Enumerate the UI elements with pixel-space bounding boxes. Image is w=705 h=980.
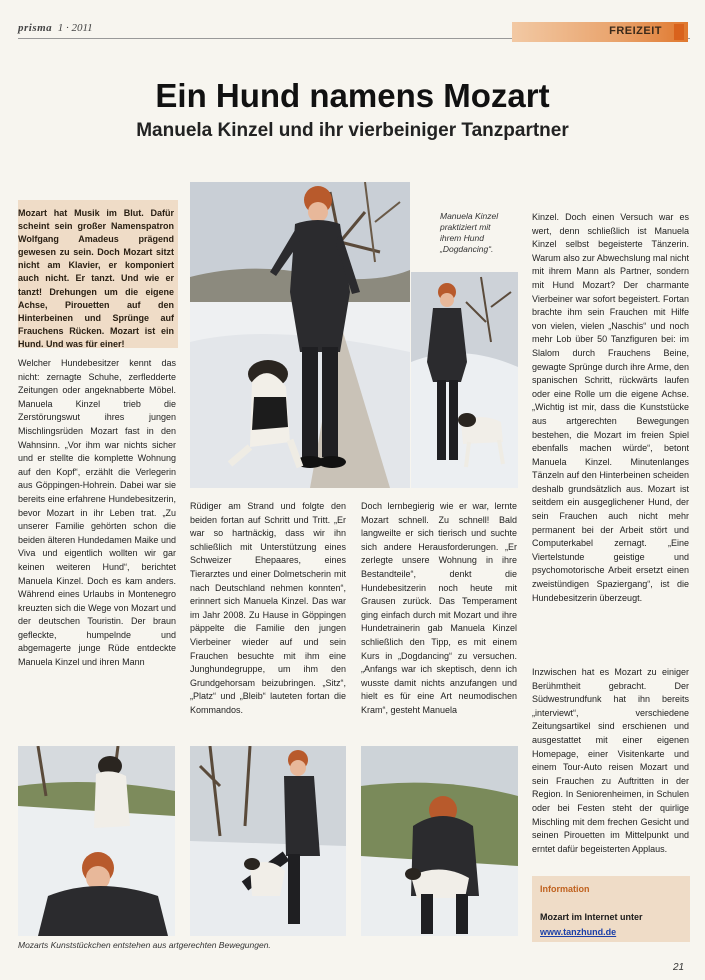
section-marker — [674, 24, 684, 40]
issue-label: 1 · 2011 — [57, 22, 93, 34]
magazine-header — [18, 22, 93, 34]
section-label: FREIZEIT — [609, 25, 662, 37]
lead-paragraph: Mozart hat Musik im Blut. Dafür scheint sein großer Namenspatron Wolfgang Amadeus prägend gewesen zu sein. Doch Mozart sitzt nicht am Klavier, er komponiert auch nicht. Er tanzt. Und wie er tanzt! Drehungen um die eigene Achse, Pirouetten auf den Hinterbeinen und Sprünge auf Frauchens Rücken. Mozart ist ein Hund. Und was für einer! — [18, 208, 174, 349]
photo-dog-jump — [190, 746, 346, 936]
side-photo — [411, 272, 518, 488]
text-column-4-continued — [532, 666, 689, 856]
bottom-photo-3 — [361, 746, 518, 936]
column-3-text: Doch lernbegierig wie er war, lernte Mozart schnell. Zu schnell! Bald langweilte er sich tierisch und suchte sich andere Herausforderungen. „Er zerlegte unsere Wohnung in ihre Bestandteile“, denkt die Hundebesitzerin noch heute mit Grausen zurück. Das Temperament ging einfach durch mit Mozart und ihre Hundetrainerin gab Manuela Kinzel schließlich den Tipp, es mit einem Kurs in „Dogdancing“ zu versuchen. „Anfangs war ich skeptisch, denn ich wusste damit nichts anzufangen und hielt es für eine Art neumodischen Kram“, gesteht Manuela — [361, 501, 517, 715]
main-photo — [190, 182, 410, 488]
page-number: 21 — [673, 962, 685, 973]
bottom-caption: Mozarts Kunststückchen entstehen aus artgerechten Bewegungen. — [18, 940, 271, 950]
bottom-photo-1 — [18, 746, 175, 936]
info-text: Mozart im Internet unter — [540, 912, 643, 922]
brand-name: prisma — [18, 22, 53, 34]
text-column-2 — [190, 500, 346, 718]
column-4-text-b: Inzwischen hat es Mozart zu einiger Berühmtheit gebracht. Der Südwestrundfunk hat ihn bereits „interviewt“, verschiedene Zeitungsartikel sind erschienen und ausgestattet mit einer eigenen Homepage, einer Visitenkarte und einem Tour-Auto reisen Mozart und sein Frauchen zu Auftritten in der Region. In Seniorenheimen, in Schulen oder bei Festen steht der quirlige Mischling mit dem frechen Gesicht und seinen Pirouetten im Mittelpunkt und erntet dafür begeisterten Applaus. — [532, 667, 689, 854]
bottom-photo-2 — [190, 746, 346, 936]
section-tab — [512, 22, 688, 42]
side-caption: Manuela Kinzel praktiziert mit ihrem Hund „Dogdancing“. — [440, 211, 499, 254]
article-title: Ein Hund namens Mozart — [155, 77, 550, 114]
photo-woman-dog-hill — [411, 272, 518, 488]
text-column-3 — [361, 500, 517, 718]
column-2-text: Rüdiger am Strand und folgte den beiden fortan auf Schritt und Tritt. „Er war so hartnäckig, dass wir ihn schließlich mit Unterstützung eines Schweizer Ehepaares, eines Tierarztes und einer Dolmetscherin mit nach Deutschland nehmen konnten“, erinnert sich Manuela Kinzel. Das war im Jahr 2008. Zu Hause in Göppingen päppelte die Familie den jungen Vierbeiner wieder auf und sein Frauchen besuchte mit ihm eine Junghundegruppe, um ihm den Grundgehorsam beizubringen. „Sitz“, „Platz“ und „Bleib“ lauteten fortan die Kommandos. — [190, 501, 346, 715]
text-column-4 — [532, 211, 689, 605]
photo-woman-dog-snow — [190, 182, 410, 488]
photo-dog-on-back — [18, 746, 175, 936]
website-link[interactable]: www.tanzhund.de — [540, 927, 617, 937]
article-subtitle: Manuela Kinzel und ihr vierbeiniger Tanzpartner — [136, 120, 569, 141]
column-1-text: Welcher Hundebesitzer kennt das nicht: zernagte Schuhe, zerfledderte Zeitungen oder angeknabberte Möbel. Manuela Kinzel trieb die Zerstörungswut ihres jungen Mischlingsrüden Mozart fast in den Wahnsinn. „Vor ihm war nichts sicher und er stellte die komplette Wohnung auf den Kopf“, erzählt die Verlegerin aus Göppingen-Hohrein. Dabei war sie bereits eine erfahrene Hundebesitzerin, bevor Mozart in ihr Leben trat. „Zu unserer Familie gehörten schon die beiden älteren Hundedamen Maike und Viva und eigentlich wollten wir gar keinen weiteren Hund“, berichtet Manuela Kinzel. Doch es kam anders. Während eines Urlaubs in Montenegro kreuzten sich die Wege von Mozart und der deutschen Touristin. Der braun gefleckte, humpelnde und abgemagerte junge Rüde entdeckte Manuela Kinzel und ihren Mann — [18, 358, 176, 668]
text-column-1 — [18, 357, 176, 670]
info-title: Information — [540, 884, 590, 894]
column-4-text-a: Kinzel. Doch einen Versuch war es wert, denn schließlich ist Manuela Kinzel selbst begeisterte Tänzerin. Warum also zur Abwechslung mal nicht mit ihrem Mann als Partner, sondern mit Hund Mozart? Der charmante Vierbeiner war sofort begeistert. Fortan brachte ihm sein Frauchen mit Hilfe von vielen, vielen „Naschis“ und noch mehr Lob über 50 Tanzfiguren bei: im Slalom durch Frauchens Beine, gewagte Sprünge durch ihre Arme, den spanischen Schritt, rückwärts laufen oder eine Rolle um die eigene Achse. „Wichtig ist mir, dass die Kunststücke aus artgerechten Bewegungen bestehen, die Mozart im freien Spiel ebenfalls machen würde“, betont Manuela Kinzel. Minutenlanges Tänzeln auf den Hinterbeinen scheiden deshalb grundsätzlich aus. Mozart ist seitdem ein ausgeglichener Hund, der sein Frauchen auch nicht mehr permanent bei der Arbeit stört und Computerkabel zernagt. „Eine Viertelstunde geistige und psychomotorische Arbeit ersetzt einen zweistündigen Spaziergang“, ist die Hundebesitzerin überzeugt. — [532, 212, 689, 603]
photo-dog-roll — [361, 746, 518, 936]
